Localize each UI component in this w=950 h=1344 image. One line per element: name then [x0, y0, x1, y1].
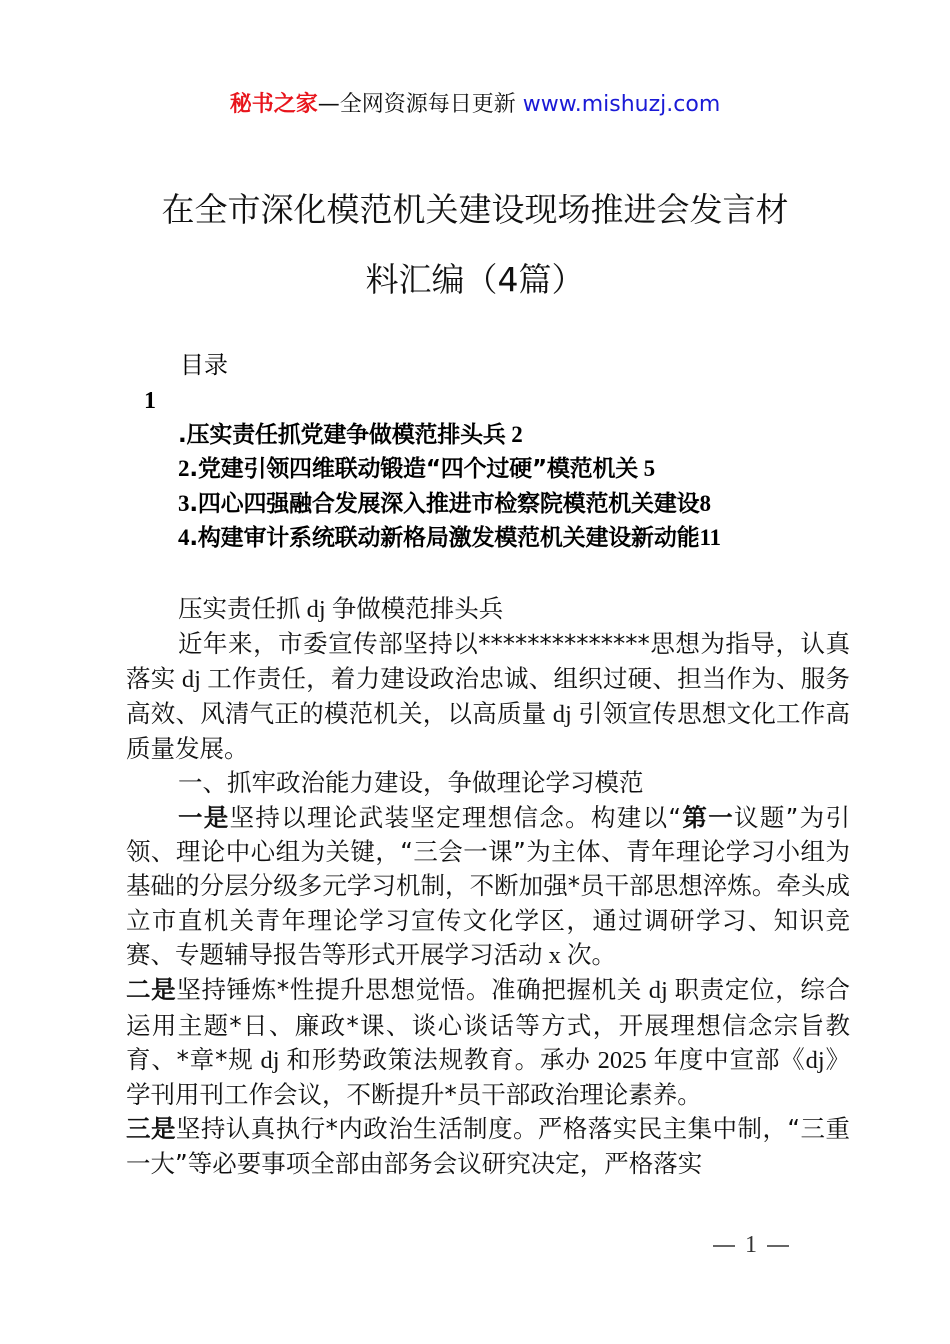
toc-item[interactable] — [178, 452, 655, 486]
text-run: 坚持认真执行*内政治生活制度。严格落实民主集中制，“三重一大”等必要事项全部由部务会议研究决定，严格落实 — [126, 1114, 850, 1178]
toc-item-text: .压实责任抓党建争做模范排头兵 — [178, 422, 506, 448]
site-tagline: —全网资源每日更新 — [317, 92, 523, 117]
section-title-part: dj — [300, 596, 332, 623]
site-name: 秘书之家 — [229, 92, 318, 117]
text-run-bold: 第一 — [681, 802, 735, 832]
document-title-line-1: 在全市深化模范机关建设现场推进会发言材 — [161, 190, 789, 229]
page-number-dash — [713, 1245, 735, 1247]
site-header — [0, 88, 950, 122]
site-url-link[interactable]: www.mishuzj.com — [522, 92, 721, 117]
text-run: 职责定位，综合运用主题*日、廉政*课、谈心谈话等方式，开展理想信念宗旨教育、*章*规 — [126, 975, 851, 1074]
text-run: dj — [253, 1046, 287, 1074]
page-number-value: 1 — [745, 1232, 757, 1258]
text-run: 坚持锤炼*性提升思想觉悟。准确把握机关 — [176, 975, 642, 1005]
toc-item-page: 8 — [699, 491, 711, 516]
toc-item-text: .党建引领四维联动锻造“四个过硬”模范机关 — [189, 456, 639, 482]
point-lead: 二是 — [126, 975, 177, 1005]
text-run: 近年来，市委宣传部坚持以**************思想为指导，认真落实 — [126, 629, 850, 693]
text-run: 和形势政策法规教育。承办 — [286, 1044, 591, 1074]
point-3-paragraph — [126, 1112, 850, 1181]
text-run: 次。 — [567, 939, 616, 969]
text-run: 》学刊用刊工作会议，不断提升*员干部政治理论素养。 — [126, 1044, 851, 1110]
section-title — [126, 592, 850, 627]
toc-item-number: 2 — [178, 456, 190, 481]
text-run: 2025 — [590, 1046, 654, 1074]
document-title-line-2: 料汇编（4篇） — [365, 260, 585, 299]
toc-item-page: 11 — [699, 525, 721, 550]
page-number-dash — [767, 1245, 789, 1247]
text-run: dj — [641, 977, 675, 1005]
toc-item-page: 2 — [505, 422, 523, 447]
text-run: x — [542, 941, 567, 969]
point-1-paragraph — [126, 801, 850, 973]
page-number — [703, 1232, 783, 1259]
toc-item-number: 3 — [178, 491, 190, 516]
toc-item-text: .构建审计系统联动新格局激发模范机关建设新动能 — [189, 525, 700, 551]
toc-stray-number: 1 — [144, 388, 156, 414]
toc-item-text: .四心四强融合发展深入推进市检察院模范机关建设 — [189, 491, 700, 517]
intro-paragraph — [126, 627, 850, 766]
point-lead: 三是 — [126, 1114, 176, 1144]
text-run: 议题”为引领、理论中心组为关键，“三会一课”为主体、青年理论学习小组为基础的分层分级多元学习机制，不断加强*员干部思想淬炼。牵头成立市直机关青年理论学习宣传文化学区，通过调研学习、知识竞赛、专题辅导报告等形式开展学习活动 — [126, 802, 850, 969]
toc-item-number: 4 — [178, 525, 190, 550]
heading-1: 一、抓牢政治能力建设，争做理论学习模范 — [178, 768, 644, 798]
toc-heading: 目录 — [180, 351, 228, 379]
section-title-part: 争做模范排头兵 — [331, 594, 504, 623]
point-2-paragraph — [126, 973, 850, 1112]
point-lead: 一是 — [178, 802, 230, 832]
text-run: dj — [805, 1046, 825, 1074]
text-run: dj — [546, 700, 579, 728]
toc-item[interactable] — [178, 418, 523, 452]
section-title-part: 压实责任抓 — [178, 594, 301, 623]
toc-item[interactable] — [178, 487, 711, 521]
text-run: dj — [175, 665, 208, 693]
text-run: 坚持以理论武装坚定理想信念。构建以“ — [229, 802, 682, 832]
toc-item[interactable] — [178, 521, 721, 555]
text-run: 工作责任，着力建设政治忠诚、组织过硬、担当作为、服务高效、风清气正的模范机关，以高质量 — [126, 663, 851, 728]
text-run: 引领宣传思想文化工作高质量发展。 — [126, 698, 851, 764]
document-body — [126, 592, 850, 1181]
toc-item-page: 5 — [638, 456, 655, 481]
text-run: 年度中宣部《 — [653, 1044, 806, 1074]
